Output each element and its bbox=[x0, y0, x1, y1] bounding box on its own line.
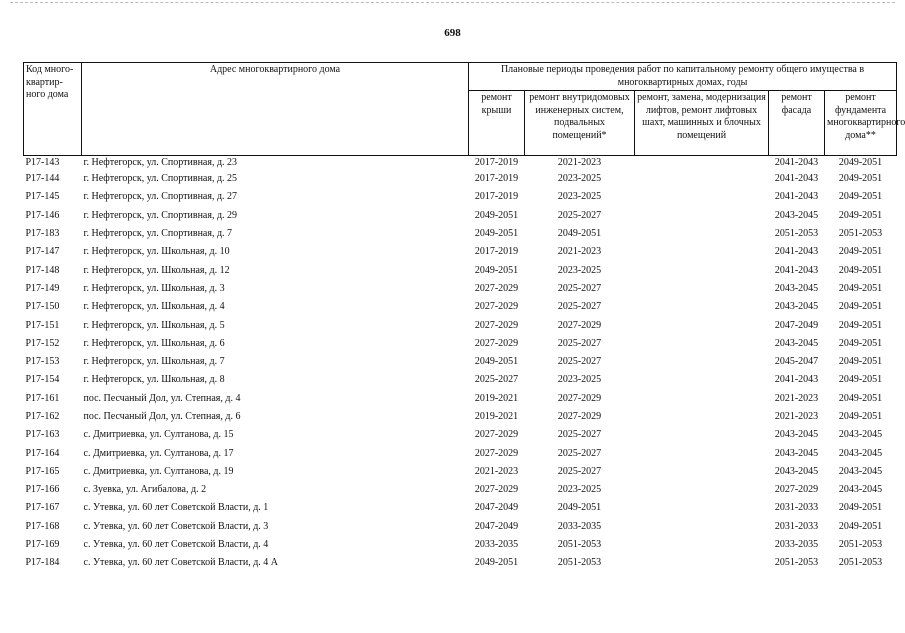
cell-lifts bbox=[635, 408, 769, 426]
cell-systems: 2025-2027 bbox=[557, 465, 602, 477]
cell-systems: 2051-2053 bbox=[557, 539, 602, 551]
cell-facade: 2045-2047 bbox=[774, 356, 819, 368]
cell-foundation: 2049-2051 bbox=[838, 374, 883, 386]
cell-foundation: 2049-2051 bbox=[838, 282, 883, 294]
cell-lifts bbox=[635, 444, 769, 462]
cell-systems: 2021-2023 bbox=[557, 246, 602, 258]
cell-facade: 2041-2043 bbox=[774, 374, 819, 386]
cell-facade: 2033-2035 bbox=[774, 539, 819, 551]
cell-code: Р17-183 bbox=[25, 228, 60, 240]
cell-foundation: 2051-2053 bbox=[838, 539, 883, 551]
header-periods: Плановые периоды проведения работ по капитальному ремонту общего имущества в многоквартирных домах, годы bbox=[469, 63, 897, 91]
cell-roof: 2017-2019 bbox=[474, 157, 519, 168]
cell-roof: 2021-2023 bbox=[474, 465, 519, 477]
cell-code: Р17-148 bbox=[25, 264, 60, 276]
cell-code: Р17-150 bbox=[25, 301, 60, 313]
cell-code: Р17-166 bbox=[25, 484, 60, 496]
cell-roof: 2049-2051 bbox=[474, 356, 519, 368]
cell-foundation: 2051-2053 bbox=[838, 228, 883, 240]
page-number: 698 bbox=[444, 27, 461, 39]
cell-facade: 2041-2043 bbox=[774, 191, 819, 203]
cell-address: с. Утевка, ул. 60 лет Советской Власти, д. 3 bbox=[83, 520, 269, 532]
cell-systems: 2025-2027 bbox=[557, 282, 602, 294]
cell-foundation: 2049-2051 bbox=[838, 319, 883, 331]
cell-address: г. Нефтегорск, ул. Спортивная, д. 29 bbox=[83, 209, 238, 221]
cell-address: с. Зуевка, ул. Агибалова, д. 2 bbox=[83, 484, 207, 496]
cell-lifts bbox=[635, 335, 769, 353]
cell-foundation: 2049-2051 bbox=[838, 356, 883, 368]
cell-facade: 2047-2049 bbox=[774, 319, 819, 331]
cell-foundation: 2043-2045 bbox=[838, 429, 883, 441]
repair-schedule-table bbox=[23, 62, 905, 573]
cell-lifts bbox=[635, 481, 769, 499]
cell-address: г. Нефтегорск, ул. Школьная, д. 10 bbox=[83, 246, 230, 258]
cell-code: Р17-154 bbox=[25, 374, 60, 386]
cell-roof: 2025-2027 bbox=[474, 374, 519, 386]
cell-facade: 2051-2053 bbox=[774, 228, 819, 240]
cell-roof: 2027-2029 bbox=[474, 429, 519, 441]
cell-systems: 2049-2051 bbox=[557, 228, 602, 240]
cell-foundation: 2049-2051 bbox=[838, 191, 883, 203]
cell-address: пос. Песчаный Дол, ул. Степная, д. 4 bbox=[83, 392, 241, 404]
table-row bbox=[24, 518, 897, 536]
cell-foundation: 2049-2051 bbox=[838, 411, 883, 422]
cell-foundation: 2049-2051 bbox=[838, 264, 883, 276]
cell-roof: 2049-2051 bbox=[474, 264, 519, 276]
cell-systems: 2033-2035 bbox=[557, 520, 602, 532]
table-row bbox=[24, 444, 897, 462]
cell-foundation: 2043-2045 bbox=[838, 447, 883, 459]
cell-code: Р17-161 bbox=[25, 392, 60, 404]
cell-lifts bbox=[635, 499, 769, 517]
cell-code: Р17-184 bbox=[25, 557, 60, 569]
cell-lifts bbox=[635, 188, 769, 206]
table-row bbox=[24, 463, 897, 481]
cell-systems: 2021-2023 bbox=[557, 157, 602, 168]
cell-lifts bbox=[635, 243, 769, 261]
cell-facade: 2043-2045 bbox=[774, 465, 819, 477]
cell-systems: 2051-2053 bbox=[557, 557, 602, 569]
table-row bbox=[24, 335, 897, 353]
cell-foundation: 2049-2051 bbox=[838, 301, 883, 313]
cell-code: Р17-152 bbox=[25, 337, 60, 349]
cell-address: г. Нефтегорск, ул. Спортивная, д. 25 bbox=[83, 173, 238, 185]
cell-roof: 2027-2029 bbox=[474, 337, 519, 349]
cell-address: с. Утевка, ул. 60 лет Советской Власти, д. 1 bbox=[83, 502, 269, 514]
cell-roof: 2027-2029 bbox=[474, 484, 519, 496]
cell-foundation: 2043-2045 bbox=[838, 484, 883, 496]
cell-foundation: 2043-2045 bbox=[838, 465, 883, 477]
cell-address: с. Дмитриевка, ул. Султанова, д. 17 bbox=[83, 447, 234, 459]
cell-systems: 2025-2027 bbox=[557, 337, 602, 349]
cell-lifts bbox=[635, 390, 769, 408]
cell-address: г. Нефтегорск, ул. Школьная, д. 7 bbox=[83, 356, 225, 368]
cell-lifts bbox=[635, 554, 769, 572]
header-systems: ремонт внутридомовых инженерных систем, подвальных помещений* bbox=[525, 91, 635, 156]
table-row bbox=[24, 353, 897, 371]
cell-lifts bbox=[635, 316, 769, 334]
cell-facade: 2027-2029 bbox=[774, 484, 819, 496]
cell-facade: 2043-2045 bbox=[774, 429, 819, 441]
cell-systems: 2027-2029 bbox=[557, 411, 602, 422]
cell-systems: 2025-2027 bbox=[557, 447, 602, 459]
table-row bbox=[24, 390, 897, 408]
cell-code: Р17-146 bbox=[25, 209, 60, 221]
cell-code: Р17-165 bbox=[25, 465, 60, 477]
cell-systems: 2025-2027 bbox=[557, 301, 602, 313]
cell-lifts bbox=[635, 426, 769, 444]
cell-roof: 2049-2051 bbox=[474, 557, 519, 569]
table-row bbox=[24, 207, 897, 225]
cell-code: Р17-169 bbox=[25, 539, 60, 551]
cell-facade: 2043-2045 bbox=[774, 282, 819, 294]
cell-code: Р17-153 bbox=[25, 356, 60, 368]
cell-roof: 2027-2029 bbox=[474, 282, 519, 294]
cell-code: Р17-167 bbox=[25, 502, 60, 514]
cell-code: Р17-147 bbox=[25, 246, 60, 258]
cell-address: г. Нефтегорск, ул. Спортивная, д. 7 bbox=[83, 228, 233, 240]
cell-foundation: 2049-2051 bbox=[838, 246, 883, 258]
table-row bbox=[24, 188, 897, 206]
cell-systems: 2023-2025 bbox=[557, 374, 602, 386]
cell-lifts bbox=[635, 518, 769, 536]
cell-roof: 2027-2029 bbox=[474, 319, 519, 331]
table-row bbox=[24, 426, 897, 444]
cell-lifts bbox=[635, 280, 769, 298]
table-body bbox=[24, 156, 897, 573]
cell-facade: 2041-2043 bbox=[774, 246, 819, 258]
cell-foundation: 2049-2051 bbox=[838, 157, 883, 168]
cell-address: г. Нефтегорск, ул. Школьная, д. 4 bbox=[83, 301, 225, 313]
cell-lifts bbox=[635, 207, 769, 225]
cell-address: с. Утевка, ул. 60 лет Советской Власти, д. 4 А bbox=[83, 557, 279, 569]
cell-roof: 2019-2021 bbox=[474, 392, 519, 404]
cell-roof: 2047-2049 bbox=[474, 502, 519, 514]
cell-roof: 2049-2051 bbox=[474, 228, 519, 240]
table-row bbox=[24, 554, 897, 572]
cell-code: Р17-143 bbox=[25, 157, 60, 168]
cell-facade: 2043-2045 bbox=[774, 447, 819, 459]
cell-address: г. Нефтегорск, ул. Школьная, д. 8 bbox=[83, 374, 225, 386]
header-foundation: ремонт фундамента многоквартирного дома** bbox=[825, 91, 897, 156]
table-row bbox=[24, 225, 897, 243]
cell-facade: 2031-2033 bbox=[774, 520, 819, 532]
cell-code: Р17-163 bbox=[25, 429, 60, 441]
cell-address: с. Дмитриевка, ул. Султанова, д. 19 bbox=[83, 465, 234, 477]
cell-facade: 2021-2023 bbox=[774, 411, 819, 422]
cell-facade: 2041-2043 bbox=[774, 157, 819, 168]
cell-code: Р17-168 bbox=[25, 520, 60, 532]
cell-lifts bbox=[635, 463, 769, 481]
table-row bbox=[24, 408, 897, 426]
cell-code: Р17-151 bbox=[25, 319, 60, 331]
header-address: Адрес многоквартирного дома bbox=[82, 63, 469, 156]
cell-systems: 2023-2025 bbox=[557, 173, 602, 185]
cell-code: Р17-162 bbox=[25, 411, 60, 422]
table-row bbox=[24, 298, 897, 316]
cell-lifts bbox=[635, 170, 769, 188]
cell-code: Р17-144 bbox=[25, 173, 60, 185]
header-facade: ремонт фасада bbox=[769, 91, 825, 156]
cell-roof: 2049-2051 bbox=[474, 209, 519, 221]
cell-systems: 2025-2027 bbox=[557, 209, 602, 221]
cell-foundation: 2049-2051 bbox=[838, 520, 883, 532]
table-row bbox=[24, 156, 897, 171]
cell-facade: 2041-2043 bbox=[774, 173, 819, 185]
header-code: Код много-квартир-ного дома bbox=[24, 63, 82, 156]
table-row bbox=[24, 280, 897, 298]
cell-roof: 2033-2035 bbox=[474, 539, 519, 551]
cell-systems: 2023-2025 bbox=[557, 484, 602, 496]
cell-lifts bbox=[635, 298, 769, 316]
cell-foundation: 2049-2051 bbox=[838, 502, 883, 514]
table-row bbox=[24, 261, 897, 279]
cell-roof: 2017-2019 bbox=[474, 246, 519, 258]
table-row bbox=[24, 371, 897, 389]
cell-foundation: 2049-2051 bbox=[838, 392, 883, 404]
cell-facade: 2051-2053 bbox=[774, 557, 819, 569]
cell-address: г. Нефтегорск, ул. Школьная, д. 6 bbox=[83, 337, 225, 349]
header-roof: ремонт крыши bbox=[469, 91, 525, 156]
cell-facade: 2043-2045 bbox=[774, 209, 819, 221]
cell-roof: 2017-2019 bbox=[474, 191, 519, 203]
cell-address: г. Нефтегорск, ул. Школьная, д. 12 bbox=[83, 264, 230, 276]
cell-systems: 2025-2027 bbox=[557, 356, 602, 368]
cell-foundation: 2049-2051 bbox=[838, 173, 883, 185]
cell-address: с. Дмитриевка, ул. Султанова, д. 15 bbox=[83, 429, 234, 441]
cell-address: г. Нефтегорск, ул. Спортивная, д. 23 bbox=[83, 157, 238, 168]
cell-address: г. Нефтегорск, ул. Спортивная, д. 27 bbox=[83, 191, 238, 203]
cell-code: Р17-145 bbox=[25, 191, 60, 203]
cell-facade: 2041-2043 bbox=[774, 264, 819, 276]
table-row bbox=[24, 536, 897, 554]
cell-roof: 2027-2029 bbox=[474, 447, 519, 459]
cell-systems: 2027-2029 bbox=[557, 319, 602, 331]
cell-roof: 2017-2019 bbox=[474, 173, 519, 185]
cell-systems: 2023-2025 bbox=[557, 191, 602, 203]
cell-lifts bbox=[635, 353, 769, 371]
cell-facade: 2021-2023 bbox=[774, 392, 819, 404]
cell-foundation: 2051-2053 bbox=[838, 557, 883, 569]
cell-address: г. Нефтегорск, ул. Школьная, д. 3 bbox=[83, 282, 225, 294]
cell-facade: 2031-2033 bbox=[774, 502, 819, 514]
cell-code: Р17-164 bbox=[25, 447, 60, 459]
cell-systems: 2027-2029 bbox=[557, 392, 602, 404]
cell-address: пос. Песчаный Дол, ул. Степная, д. 6 bbox=[83, 411, 241, 422]
cell-facade: 2043-2045 bbox=[774, 301, 819, 313]
table-row bbox=[24, 170, 897, 188]
header-lifts: ремонт, замена, модернизация лифтов, ремонт лифтовых шахт, машинных и блочных помещений bbox=[635, 91, 769, 156]
table-row bbox=[24, 481, 897, 499]
cell-systems: 2049-2051 bbox=[557, 502, 602, 514]
cell-systems: 2023-2025 bbox=[557, 264, 602, 276]
cell-foundation: 2049-2051 bbox=[838, 209, 883, 221]
cell-roof: 2019-2021 bbox=[474, 411, 519, 422]
cell-lifts bbox=[635, 536, 769, 554]
cell-address: с. Утевка, ул. 60 лет Советской Власти, д. 4 bbox=[83, 539, 269, 551]
cell-code: Р17-149 bbox=[25, 282, 60, 294]
cell-roof: 2027-2029 bbox=[474, 301, 519, 313]
top-rule bbox=[10, 2, 895, 3]
table-row bbox=[24, 499, 897, 517]
cell-systems: 2025-2027 bbox=[557, 429, 602, 441]
cell-facade: 2043-2045 bbox=[774, 337, 819, 349]
table-row bbox=[24, 243, 897, 261]
table-row bbox=[24, 316, 897, 334]
cell-lifts bbox=[635, 225, 769, 243]
cell-address: г. Нефтегорск, ул. Школьная, д. 5 bbox=[83, 319, 225, 331]
cell-foundation: 2049-2051 bbox=[838, 337, 883, 349]
cell-lifts bbox=[635, 156, 769, 171]
cell-roof: 2047-2049 bbox=[474, 520, 519, 532]
cell-lifts bbox=[635, 261, 769, 279]
cell-lifts bbox=[635, 371, 769, 389]
